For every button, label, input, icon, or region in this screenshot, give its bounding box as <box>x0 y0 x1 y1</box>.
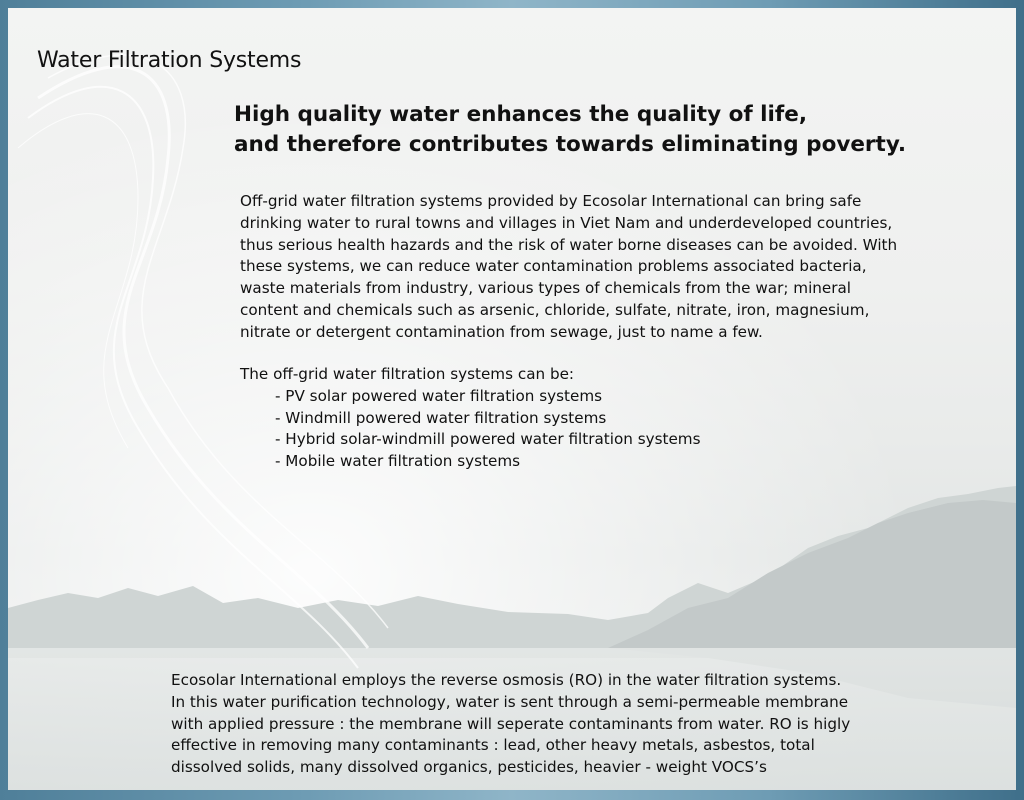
list-item: - Mobile water filtration systems <box>275 452 521 471</box>
headline <box>234 100 994 160</box>
systems-list <box>240 386 960 473</box>
intro-paragraph: Off-grid water filtration systems provided by Ecosolar International can bring safe drinking water to rural towns and villages in Viet Nam and underdeveloped countries, thus serious health hazards and the risk of water borne diseases can be avoided. With these systems, we can reduce water contamination problems associated bacteria, waste materials from industry, various types of chemicals from the war; mineral content and chemicals such as arsenic, chloride, sulfate, nitrate, iron, magnesium, nitrate or detergent contamination from sewage, just to name a few. <box>240 192 898 341</box>
list-item: - Windmill powered water filtration systems <box>275 408 607 427</box>
slide <box>8 8 1016 790</box>
page-title: Water Filtration Systems <box>37 48 302 73</box>
headline-line-2: and therefore contributes towards eliminating poverty. <box>234 132 907 157</box>
systems-list-intro: The off-grid water filtration systems can be: <box>240 365 575 383</box>
reverse-osmosis-paragraph: Ecosolar International employs the reverse osmosis (RO) in the water filtration systems. In this water purification technology, water is sent through a semi-permeable membrane with applied pressure : the membrane will seperate contaminants from water. RO is higly effective in removing many contaminants : lead, other heavy metals, asbestos, total dissolved solids, many dissolved organics, pesticides, heavier - weight VOCS’s <box>171 671 851 777</box>
list-item: - Hybrid solar-windmill powered water filtration systems <box>275 430 701 449</box>
headline-line-1: High quality water enhances the quality of life, <box>234 102 808 127</box>
systems-list-section <box>240 364 960 473</box>
list-item: - PV solar powered water filtration systems <box>275 386 603 405</box>
